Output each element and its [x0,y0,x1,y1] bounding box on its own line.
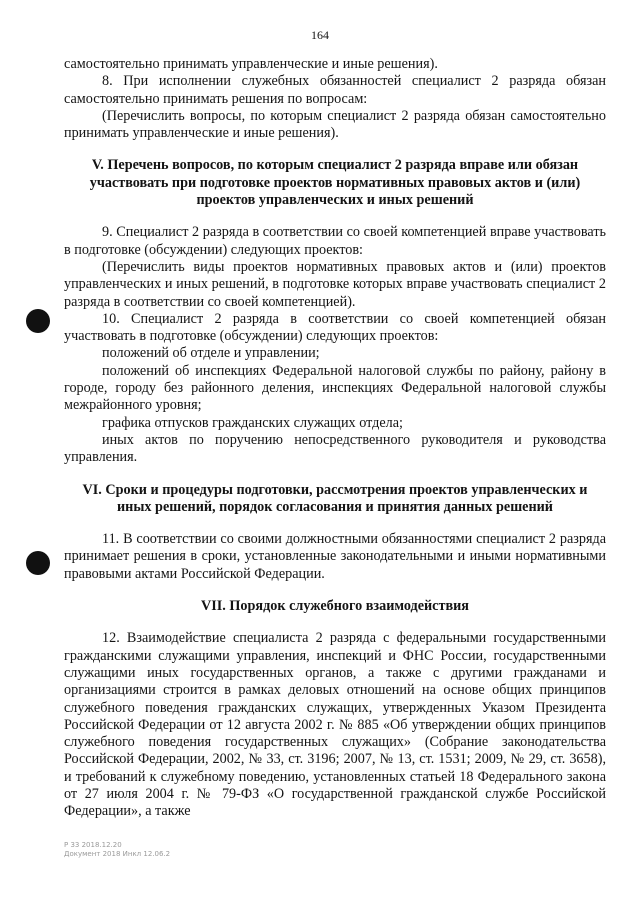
section-heading-v: V. Перечень вопросов, по которым специалист 2 разряда вправе или обязан участвовать при подготовке проектов нормативных правовых актов и (или) проектов управленческих и иных решений [89,157,581,209]
paragraph: 8. При исполнении служебных обязанностей специалист 2 разряда обязан самостоятельно принимать решения по вопросам: [64,73,606,107]
punch-hole-lower [26,551,50,575]
paragraph: самостоятельно принимать управленческие и иные решения). [64,56,438,72]
footer-line: Документ 2018 Инкл 12.06.2 [64,850,171,858]
paragraph: положений об инспекциях Федеральной налоговой службы по району, району в городе, городу без районного деления, инспекциях Федеральной налоговой службы межрайонного уровня; [64,362,606,414]
paragraph: иных актов по поручению непосредственного руководителя и руководства управления. [64,431,606,466]
paragraph: 10. Специалист 2 разряда в соответствии со своей компетенцией обязан участвовать в подготовке (обсуждении) следующих проектов: [64,310,606,345]
document-body [64,56,606,821]
section-heading-vi: VI. Сроки и процедуры подготовки, рассмотрения проектов управленческих и иных решений, порядок согласования и принятия данных решений [82,481,588,515]
footer-stamp [64,841,170,859]
paragraph: графика отпусков гражданских служащих отдела; [102,414,403,431]
paragraph: 11. В соответствии со своими должностными обязанностями специалист 2 разряда принимает решения в сроки, установленные законодательными и иными нормативными правовыми актами Российской Федерации. [64,531,606,582]
paragraph: 12. Взаимодействие специалиста 2 разряда с федеральными государственными гражданскими служащими управления, инспекций и ФНС России, государственными служащими иных государственных органов, а также с другими гражданами и организациями строится в рамках деловых отношений на основе общих принципов служебного поведения гражданских служащих, утвержденных Указом Президента Российской Федерации от 12 августа 2002 г. № 885 «Об утверждении общих принципов служебного поведения государственных служащих» (Собрание законодательства Российской Федерации, 2002, № 33, ст. 3196; 2007, № 13, ст. 1531; 2009, № 29, ст. 3658), и требований к служебному поведению, установленных статьей 18 Федерального закона от 27 июля 2004 г. № 79-ФЗ «О государственной гражданской службе Российской Федерации», а также [64,630,606,820]
paragraph: 9. Специалист 2 разряда в соответствии со своей компетенцией вправе участвовать в подготовке (обсуждении) следующих проектов: [64,224,606,258]
page-number: 164 [311,28,329,42]
section-heading-vii: VII. Порядок служебного взаимодействия [201,598,469,615]
punch-hole-upper [26,309,50,333]
paragraph: положений об отделе и управлении; [102,345,320,362]
paragraph: (Перечислить виды проектов нормативных правовых актов и (или) проектов управленческих и иных решений, в подготовке которых вправе участвовать специалист 2 разряда в соответствии со своей компетенцией). [64,258,606,310]
paragraph: (Перечислить вопросы, по которым специалист 2 разряда обязан самостоятельно принимать управленческие и иные решения). [64,107,606,142]
footer-line: Р 33 2018.12.20 [64,841,122,849]
